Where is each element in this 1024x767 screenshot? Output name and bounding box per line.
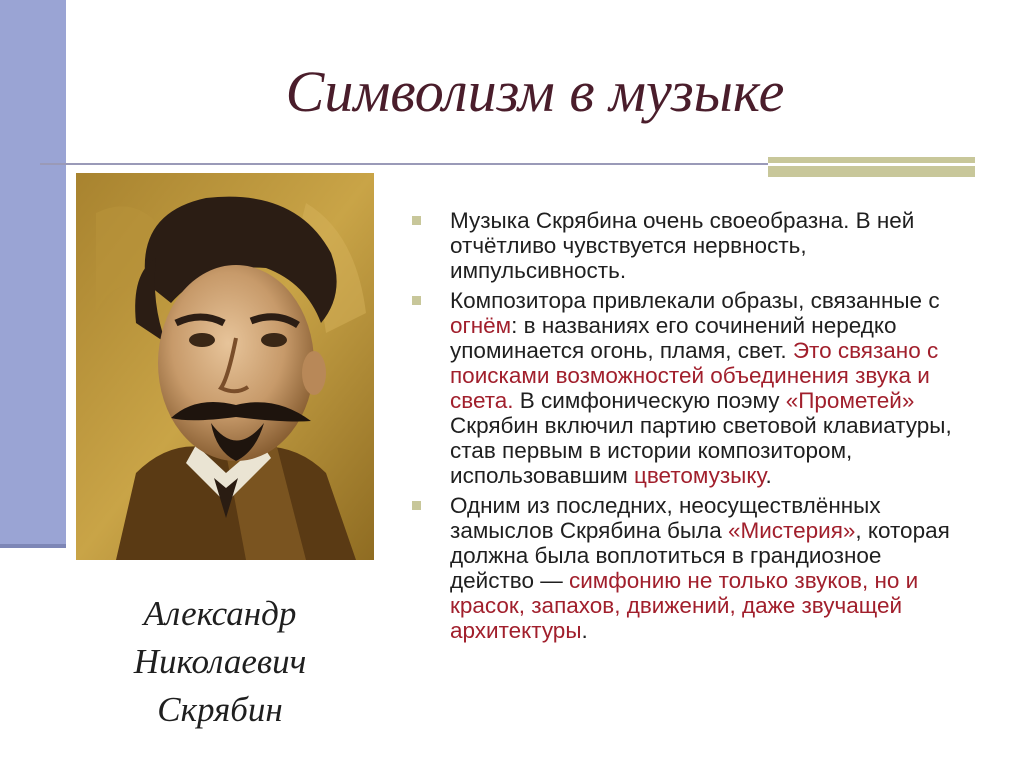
bullet-text: Одним из последних, неосуществлённых замыслов Скрябина была	[450, 493, 881, 543]
bullet-list	[410, 208, 970, 648]
highlighted-text: «Мистерия»	[727, 518, 856, 543]
bullet-text: В симфоническую поэму	[513, 388, 786, 413]
caption-line-patronymic: Николаевич	[133, 642, 307, 681]
highlighted-text: Это связано с поисками возможностей объединения звука и света.	[450, 338, 939, 413]
bullet-item	[410, 288, 970, 488]
title-divider-accent	[768, 157, 975, 177]
bullet-text: : в названиях его сочинений нередко упоминается огонь, пламя, свет.	[450, 313, 897, 363]
highlighted-text: «Прометей»	[785, 388, 915, 413]
highlighted-text: огнём	[450, 313, 512, 338]
bullet-item	[410, 208, 970, 283]
square-bullet-icon	[412, 501, 421, 510]
highlighted-text: симфонию не только звуков, но и красок, запахов, движений, даже звучащей архитектуры	[450, 568, 919, 643]
highlighted-text: цветомузыку	[633, 463, 766, 488]
bullet-text: .	[765, 463, 772, 488]
caption-line-first-name: Александр	[143, 594, 297, 633]
bullet-text: Композитора привлекали образы, связанные с	[450, 288, 940, 313]
bullet-text: Скрябин включил партию световой клавиатуры, став первым в истории композитором, использовавшим	[450, 413, 952, 488]
portrait-image	[76, 173, 374, 560]
left-accent-bar-shadow	[0, 544, 66, 548]
bullet-text: .	[581, 618, 588, 643]
square-bullet-icon	[412, 296, 421, 305]
bullet-item	[410, 493, 970, 643]
bullet-text: , которая должна была воплотиться в грандиозное действо —	[450, 518, 950, 593]
square-bullet-icon	[412, 216, 421, 225]
portrait-caption	[70, 590, 370, 734]
slide-title: Символизм в музыке	[285, 59, 785, 124]
bullet-text: Музыка Скрябина очень своеобразна. В ней отчётливо чувствуется нервность, импульсивность.	[450, 208, 915, 283]
left-accent-bar	[0, 0, 66, 548]
caption-line-surname: Скрябин	[157, 690, 283, 729]
